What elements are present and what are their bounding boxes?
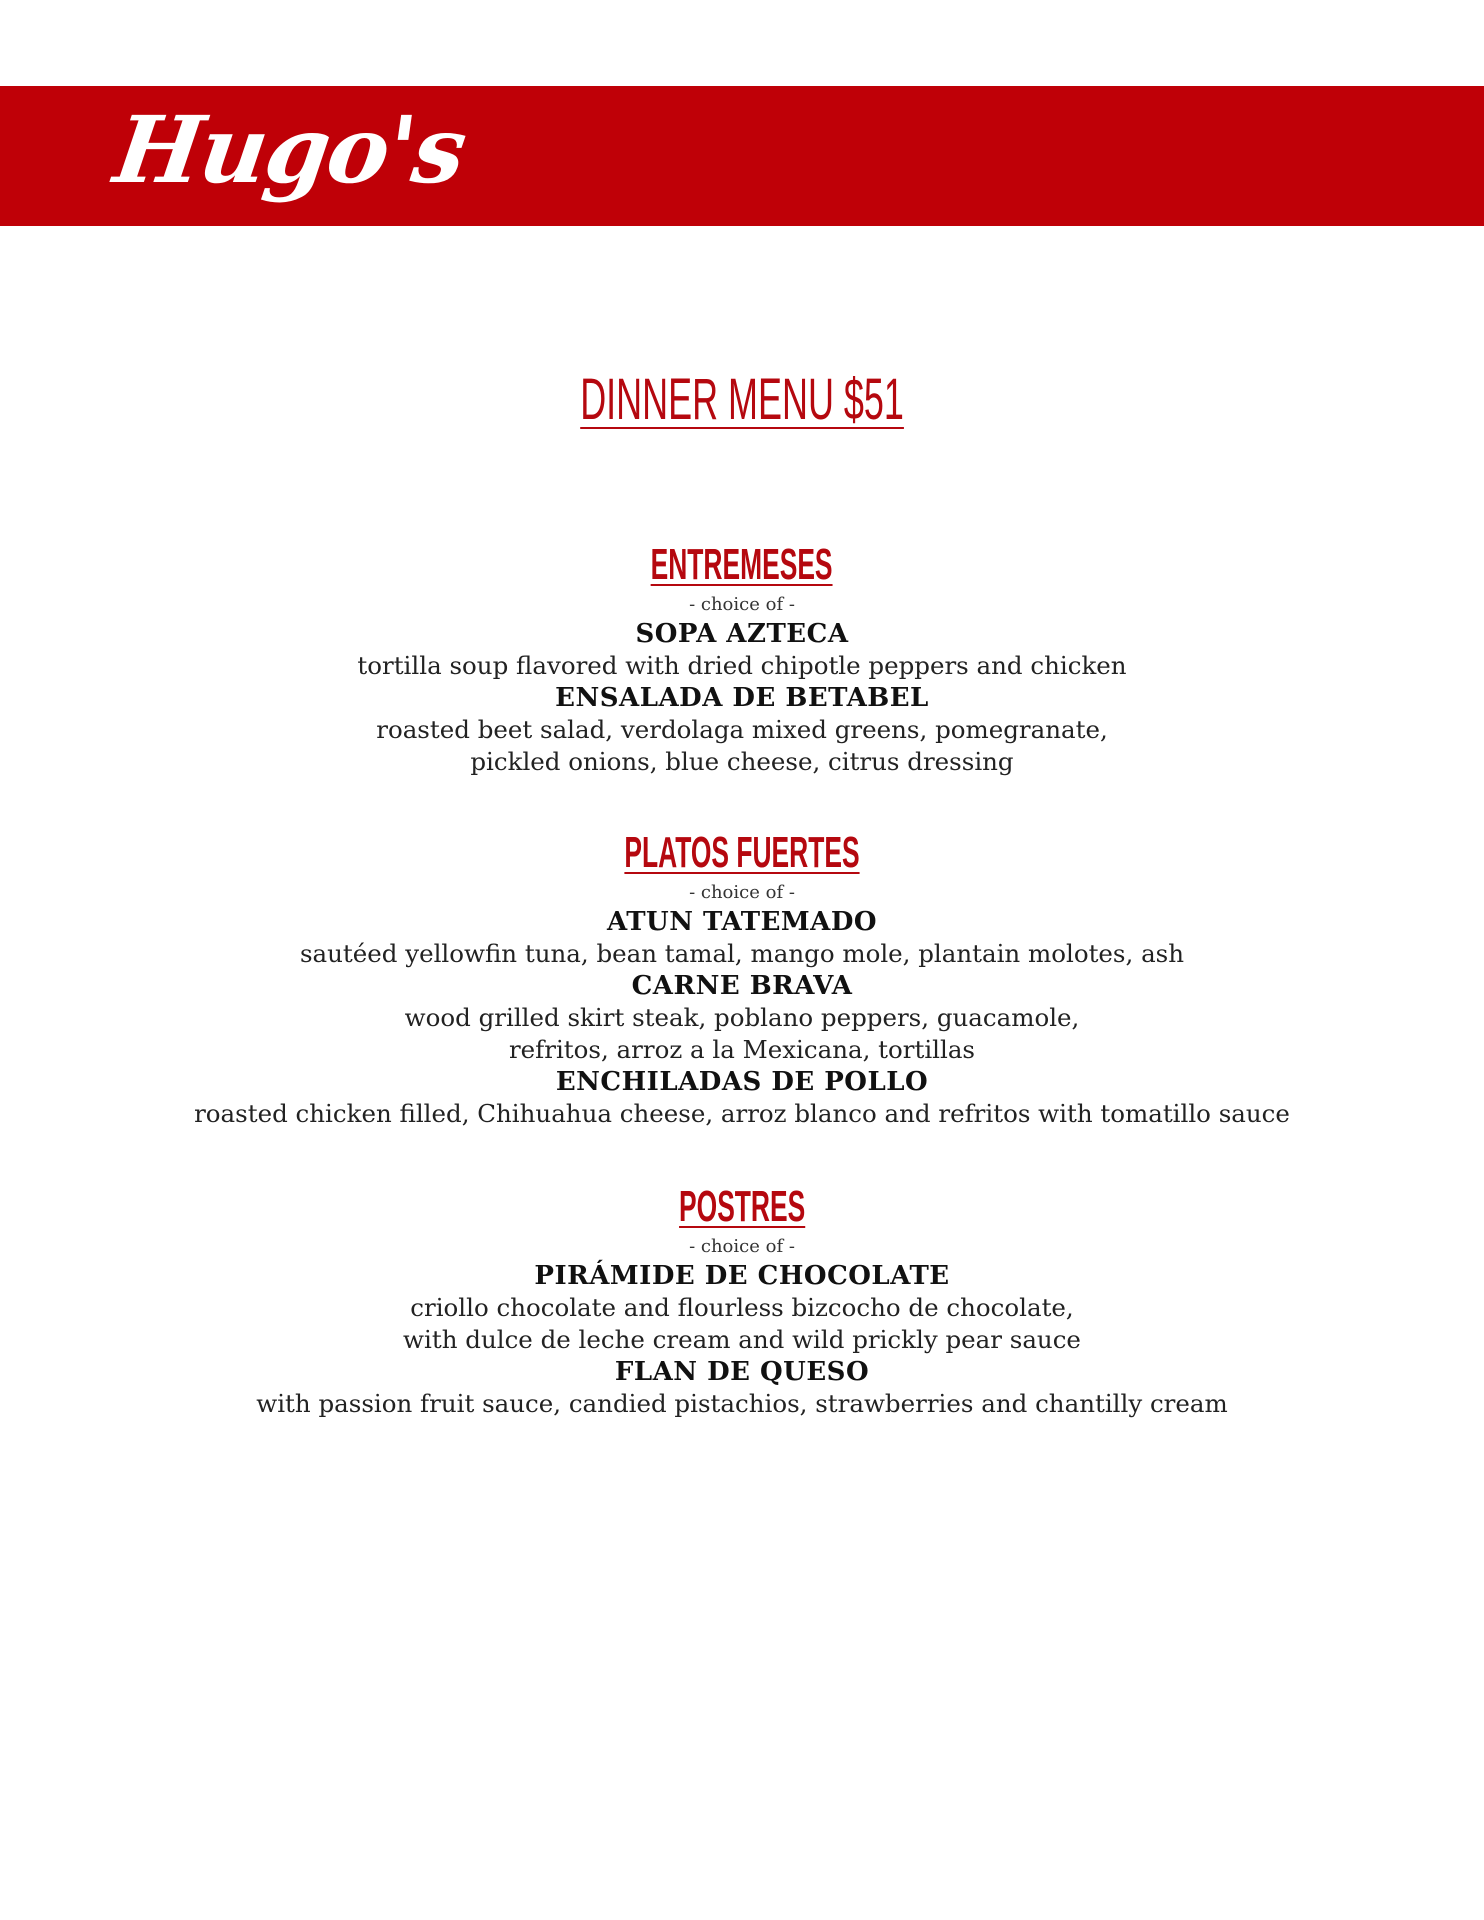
- dish-description: wood grilled skirt steak, poblano peppers, guacamole, refritos, arroz a la Mexicana, tortillas: [404, 1003, 1080, 1064]
- section-heading: [0, 538, 1484, 592]
- menu-item: [0, 1260, 1484, 1356]
- section-heading-text: ENTREMESES: [651, 540, 833, 589]
- menu-title-text: DINNER MENU $51: [580, 367, 904, 432]
- dish-name: ATUN TATEMADO: [606, 907, 878, 937]
- choice-label: - choice of -: [689, 594, 795, 615]
- dish-description: sautéed yellowfin tuna, bean tamal, mango mole, plantain molotes, ash: [299, 939, 1185, 968]
- menu-item: [0, 906, 1484, 970]
- menu-item: [0, 1356, 1484, 1420]
- section-heading-text: PLATOS FUERTES: [624, 828, 860, 877]
- menu-item: [0, 618, 1484, 682]
- dish-description: roasted beet salad, verdolaga mixed greens, pomegranate, pickled onions, blue cheese, citrus dressing: [376, 715, 1108, 776]
- choice-label: - choice of -: [689, 1236, 795, 1257]
- dish-description: tortilla soup flavored with dried chipotle peppers and chicken: [357, 651, 1127, 680]
- section-entremeses: [0, 538, 1484, 778]
- section-heading: [0, 1180, 1484, 1234]
- dish-name: ENSALADA DE BETABEL: [555, 683, 929, 713]
- dish-description: criollo chocolate and flourless bizcocho de chocolate, with dulce de leche cream and wild prickly pear sauce: [403, 1293, 1081, 1354]
- dish-name: CARNE BRAVA: [631, 971, 853, 1001]
- dish-name: FLAN DE QUESO: [614, 1357, 870, 1387]
- dish-name: PIRÁMIDE DE CHOCOLATE: [534, 1261, 950, 1291]
- menu-title: [0, 364, 1484, 436]
- section-heading-text: POSTRES: [678, 1182, 806, 1231]
- section-postres: [0, 1180, 1484, 1420]
- dish-name: SOPA AZTECA: [635, 619, 849, 649]
- dish-description: with passion fruit sauce, candied pistachios, strawberries and chantilly cream: [256, 1389, 1228, 1418]
- menu-item: [0, 970, 1484, 1066]
- dish-description: roasted chicken filled, Chihuahua cheese, arroz blanco and refritos with tomatillo sauce: [194, 1099, 1290, 1128]
- header-banner: [0, 86, 1484, 226]
- menu-item: [0, 682, 1484, 778]
- dish-name: ENCHILADAS DE POLLO: [555, 1067, 929, 1097]
- hugos-logo: Hugo's: [108, 96, 472, 204]
- choice-label: - choice of -: [689, 882, 795, 903]
- section-heading: [0, 826, 1484, 880]
- section-platos-fuertes: [0, 826, 1484, 1130]
- menu-item: [0, 1066, 1484, 1130]
